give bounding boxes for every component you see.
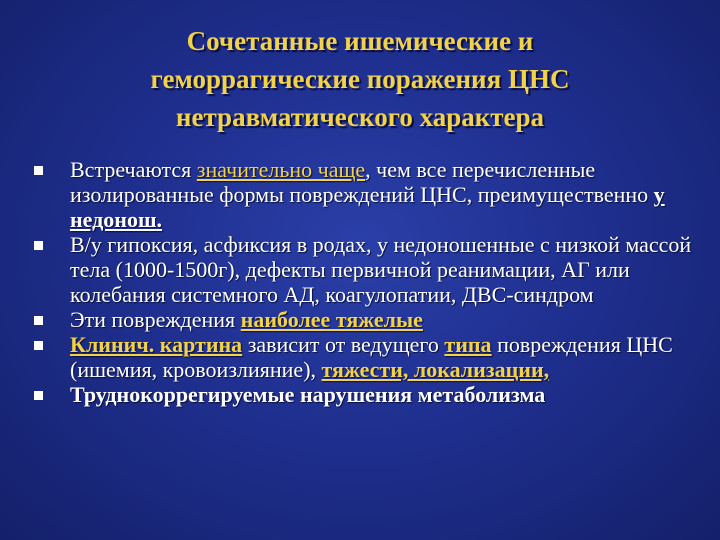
bullet-item [30, 157, 700, 232]
bullet-text: зависит от ведущего [242, 332, 445, 357]
bullet-text: повреждения ЦНС (ишемия, кровоизлияние), [70, 332, 673, 382]
bullet-text: Эти повреждения [70, 307, 241, 332]
bullet-square-icon [34, 166, 43, 175]
highlight-text: тяжести, локализации, [321, 357, 550, 382]
bullet-text: В/у гипоксия, асфиксия в родах, у недоношенные с низкой массой тела (1000-1500г), дефекты первичной реанимации, АГ или колебания системного АД, коагулопатии, ДВС-синдром [70, 232, 692, 307]
highlight-text: у недонош. [70, 182, 665, 232]
title-line-3: нетравматического характера [175, 102, 545, 132]
highlight-text: Клинич. картина [70, 332, 243, 357]
bullet-list [30, 157, 700, 407]
highlight-text: наиболее тяжелые [240, 307, 423, 332]
title-line-1: Сочетанные ишемические и [186, 26, 534, 56]
bullet-square-icon [34, 391, 43, 400]
highlight-text: значительно чаще [196, 157, 366, 182]
bullet-text: Встречаются [70, 157, 197, 182]
slide-title [60, 22, 660, 136]
title-line-2: геморрагические поражения ЦНС [150, 64, 570, 94]
bullet-square-icon [34, 241, 43, 250]
bullet-text: Труднокоррегируемые нарушения метаболизма [70, 382, 546, 407]
bullet-square-icon [34, 341, 43, 350]
bullet-item [30, 382, 700, 407]
bullet-square-icon [34, 316, 43, 325]
bullet-item [30, 232, 700, 307]
bullet-item [30, 332, 700, 382]
bullet-item [30, 307, 700, 332]
bullet-text: , чем все перечисленные изолированные формы повреждений ЦНС, преимущественно [70, 157, 654, 207]
highlight-text: типа [444, 332, 492, 357]
